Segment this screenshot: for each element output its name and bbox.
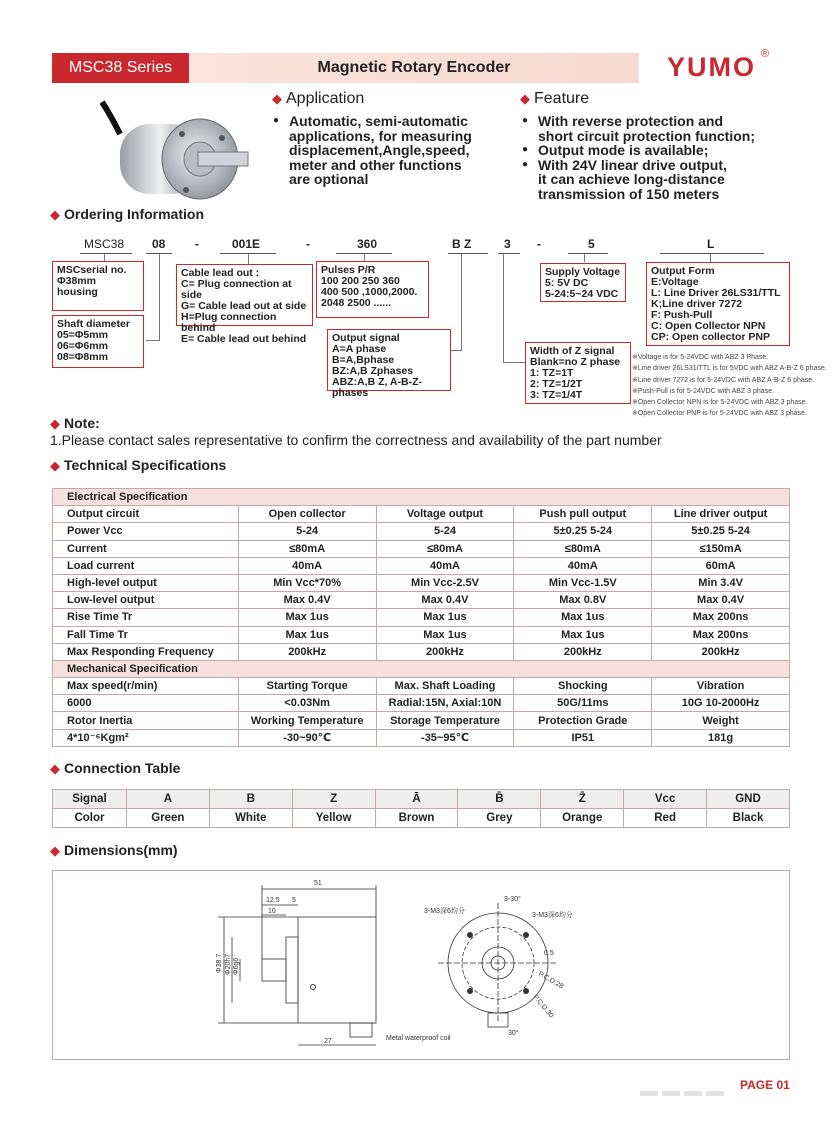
table-cell: Working Temperature — [238, 712, 376, 729]
supply-box: Supply Voltage 5: 5V DC 5-24:5~24 VDC — [540, 263, 626, 302]
application-heading: ◆ Application — [272, 90, 365, 107]
diamond-icon: ◆ — [50, 416, 60, 431]
table-cell: Protection Grade — [514, 712, 652, 729]
dim-bottom-label: 27 — [324, 1038, 332, 1045]
table-cell: Max 0.4V — [652, 592, 790, 609]
code-model: MSC38 — [84, 237, 125, 251]
code-underline — [498, 253, 520, 254]
dimensions-heading: ◆ Dimensions(mm) — [50, 842, 178, 858]
diamond-icon: ◆ — [50, 207, 60, 222]
table-cell: Max 1us — [514, 609, 652, 626]
table-cell: Max 1us — [376, 626, 514, 643]
table-cell: Max 0.4V — [238, 592, 376, 609]
table-row — [53, 790, 790, 809]
table-cell: Radial:15N, Axial:10N — [376, 695, 514, 712]
signal-box: Output signal A=A phase B=A,Bphase BZ:A,B Zphases ABZ:A,B Z, A-B-Z- phases — [327, 329, 451, 391]
note-heading: ◆ Note: — [50, 415, 100, 431]
table-cell: 5±0.25 5-24 — [652, 523, 790, 540]
table-cell: High-level output — [53, 574, 239, 591]
table-row — [53, 626, 790, 643]
code-shaft: 08 — [152, 237, 166, 251]
dim-d2-label: 10 — [268, 908, 276, 915]
table-cell: Max speed(r/min) — [53, 678, 239, 695]
table-cell: Max 1us — [238, 609, 376, 626]
table-cell: Starting Torque — [238, 678, 376, 695]
note-text: 1.Please contact sales representative to confirm the correctness and availability of the part number — [50, 432, 662, 448]
table-cell: 4*10⁻⁶Kgm² — [53, 729, 239, 746]
code-underline — [448, 253, 488, 254]
dim-gap-label: 0.5 — [544, 950, 554, 957]
shaft-box: Shaft diameter 05=Φ5mm 06=Φ6mm 08=Φ8mm — [52, 315, 144, 368]
table-row — [53, 540, 790, 557]
table-cell: Min Vcc*70% — [238, 574, 376, 591]
pulses-box: Pulses P/R 100 200 250 360 400 500 ,1000,2000. 2048 2500 ...... — [316, 261, 429, 318]
dim-holes1-label: 3-M3深6均分 — [424, 908, 465, 915]
spec-section-row — [53, 489, 790, 506]
table-cell: Line driver output — [652, 506, 790, 523]
list-item: ● Output mode is available; — [522, 143, 792, 158]
table-cell: Grey — [458, 809, 541, 828]
table-cell: Push pull output — [514, 506, 652, 523]
table-cell: Max 1us — [376, 609, 514, 626]
code-dash: - — [195, 237, 199, 251]
table-cell: Output circuit — [53, 506, 239, 523]
dimension-drawing — [188, 875, 600, 1059]
table-cell: Z — [292, 790, 375, 809]
table-cell: Max 0.4V — [376, 592, 514, 609]
table-cell: Shocking — [514, 678, 652, 695]
table-cell: 200kHz — [238, 643, 376, 660]
ordering-heading: ◆ Ordering Information — [50, 206, 204, 222]
zwidth-box: Width of Z signal Blank=no Z phase 1: TZ=1T 2: TZ=1/2T 3: TZ=1/4T — [525, 342, 631, 404]
table-cell: Brown — [375, 809, 458, 828]
table-cell: Max 0.8V — [514, 592, 652, 609]
diamond-icon: ◆ — [50, 458, 60, 473]
table-cell: Green — [126, 809, 209, 828]
table-cell: Voltage output — [376, 506, 514, 523]
table-row — [53, 729, 790, 746]
table-cell: Color — [53, 809, 127, 828]
table-cell: 50G/11ms — [514, 695, 652, 712]
spec-section-title: Electrical Specification — [53, 489, 790, 506]
table-cell: 181g — [652, 729, 790, 746]
table-cell: Yellow — [292, 809, 375, 828]
list-item: ● Automatic, semi-automatic applications, for measuring displacement,Angle,speed, meter and other functions are optional — [273, 114, 493, 187]
table-cell: 40mA — [514, 557, 652, 574]
code-output: L — [707, 237, 715, 251]
dim-d1b-label: 5 — [292, 897, 296, 904]
table-cell: Rise Time Tr — [53, 609, 239, 626]
table-cell: 200kHz — [514, 643, 652, 660]
connection-table — [52, 789, 790, 828]
diamond-icon: ◆ — [50, 843, 60, 858]
table-row — [53, 506, 790, 523]
table-cell: Orange — [541, 809, 624, 828]
connector-line — [248, 254, 249, 264]
table-cell: ≤80mA — [238, 540, 376, 557]
dim-ang2-label: 30° — [508, 1030, 519, 1037]
table-cell: 5-24 — [238, 523, 376, 540]
dim-d1-label: 12.5 — [266, 897, 280, 904]
table-cell: Max 1us — [238, 626, 376, 643]
table-cell: 6000 — [53, 695, 239, 712]
code-underline — [80, 253, 132, 254]
table-cell: ≤80mA — [514, 540, 652, 557]
table-cell: Rotor Inertia — [53, 712, 239, 729]
table-row — [53, 695, 790, 712]
table-row — [53, 643, 790, 660]
table-cell: -30~90℃ — [238, 729, 376, 746]
table-cell: B̄ — [458, 790, 541, 809]
diamond-icon: ◆ — [272, 91, 282, 106]
table-cell: 200kHz — [652, 643, 790, 660]
table-cell: Max Responding Frequency — [53, 643, 239, 660]
connector-line — [503, 254, 504, 362]
dim-ang1-label: 3-30° — [504, 896, 521, 903]
connector-line — [159, 254, 160, 340]
encoder-product-image — [100, 94, 280, 214]
table-row — [53, 592, 790, 609]
output-box: Output Form E:Voltage L: Line Driver 26LS31/TTL K;Line driver 7272 F: Push-Pull C: Open Collector NPN CP: Open collector PNP — [646, 262, 790, 346]
table-cell: Min Vcc-2.5V — [376, 574, 514, 591]
code-bz: B Z — [452, 237, 472, 251]
table-row — [53, 809, 790, 828]
diamond-icon: ◆ — [520, 91, 530, 106]
table-cell: Current — [53, 540, 239, 557]
connector-line — [461, 254, 462, 350]
table-cell: 5-24 — [376, 523, 514, 540]
footer-decoration — [640, 1083, 728, 1101]
table-cell: Signal — [53, 790, 127, 809]
series-label: MSC38 Series — [52, 53, 189, 83]
table-cell: Min 3.4V — [652, 574, 790, 591]
table-cell: A — [126, 790, 209, 809]
table-cell: Z̄ — [541, 790, 624, 809]
registered-mark: ® — [761, 48, 770, 60]
table-cell: Open collector — [238, 506, 376, 523]
dim-cable-label: Metal waterproof coil — [386, 1035, 451, 1042]
diamond-icon: ◆ — [50, 761, 60, 776]
code-underline — [660, 253, 764, 254]
spec-section-title: Mechanical Specification — [53, 660, 790, 677]
ordering-notes: ※Voltage is for 5-24VDC with ABZ 3 Phase. ※Line driver 26LS31/TTL is for 5VDC with ABZ A-B-Z 6 phase. ※Line driver 7272 is for 5-24VDC with ABZ A-B-Z 6 phase. ※Push-Pull is for 5-24VDC with ABZ 3 phase. ※Open Collector NPN is for 5-24VDC with ABZ 3 phase. ※Open Collector PNP is for 5-24VDC with ABZ 3 phase. — [632, 354, 827, 418]
table-cell: Ā — [375, 790, 458, 809]
list-item: ● With reverse protection and short circuit protection function; — [522, 114, 792, 143]
table-cell: -35~95℃ — [376, 729, 514, 746]
cable-box: Cable lead out : C= Plug connection at side G= Cable lead out at side H=Plug connection behind E= Cable lead out behind — [176, 264, 313, 326]
table-cell: 200kHz — [376, 643, 514, 660]
table-cell: Weight — [652, 712, 790, 729]
table-cell: B — [209, 790, 292, 809]
dim-pcd1-label: P.C.D.28 — [537, 970, 565, 991]
table-cell: Vibration — [652, 678, 790, 695]
page-number: PAGE 01 — [740, 1078, 790, 1092]
table-cell: Vcc — [624, 790, 707, 809]
tech-table — [52, 488, 790, 747]
table-row — [53, 574, 790, 591]
code-z: 3 — [504, 237, 511, 251]
table-cell: Low-level output — [53, 592, 239, 609]
code-cable: 001E — [232, 237, 261, 251]
connector-line — [451, 350, 462, 351]
table-cell: 10G 10-2000Hz — [652, 695, 790, 712]
code-pulses: 360 — [357, 237, 378, 251]
connector-line — [146, 340, 160, 341]
table-cell: ≤150mA — [652, 540, 790, 557]
table-cell: Red — [624, 809, 707, 828]
table-cell: Max 1us — [514, 626, 652, 643]
table-cell: Storage Temperature — [376, 712, 514, 729]
feature-heading: ◆ Feature — [520, 90, 590, 107]
brand-logo: YUMO — [667, 52, 756, 82]
code-dash: - — [306, 237, 310, 251]
table-cell: 40mA — [376, 557, 514, 574]
application-list — [273, 114, 493, 187]
table-cell: 60mA — [652, 557, 790, 574]
table-cell: GND — [707, 790, 790, 809]
table-cell: Load current — [53, 557, 239, 574]
feature-list — [522, 114, 792, 201]
connection-heading: ◆ Connection Table — [50, 760, 181, 776]
tech-heading: ◆ Technical Specifications — [50, 457, 227, 473]
connector-line — [584, 254, 585, 262]
connector-line — [503, 362, 525, 363]
table-cell: 5±0.25 5-24 — [514, 523, 652, 540]
page-title: Magnetic Rotary Encoder — [317, 59, 511, 76]
table-row — [53, 678, 790, 695]
table-cell: <0.03Nm — [238, 695, 376, 712]
table-row — [53, 609, 790, 626]
code-underline — [568, 253, 608, 254]
table-cell: Max 200ns — [652, 609, 790, 626]
table-cell: Max. Shaft Loading — [376, 678, 514, 695]
table-cell: Black — [707, 809, 790, 828]
code-dash: - — [537, 237, 541, 251]
spec-section-row — [53, 660, 790, 677]
table-cell: White — [209, 809, 292, 828]
table-cell: Min Vcc-1.5V — [514, 574, 652, 591]
list-item: ● With 24V linear drive output, it can achieve long-distance transmission of 150 meters — [522, 158, 792, 202]
table-cell: IP51 — [514, 729, 652, 746]
dim-pcd2-label: P.C.D.30 — [531, 993, 555, 1020]
table-row — [53, 557, 790, 574]
code-supply: 5 — [588, 237, 595, 251]
table-cell: 40mA — [238, 557, 376, 574]
dim-dia1-label: Φ38.7 — [216, 953, 223, 973]
dim-dia3-label: Φ6g6 — [233, 957, 240, 975]
table-cell: Power Vcc — [53, 523, 239, 540]
dim-total-label: 51 — [314, 880, 322, 887]
table-cell: ≤80mA — [376, 540, 514, 557]
dim-holes2-label: 3-M3深6均分 — [532, 912, 573, 919]
serial-box: MSCserial no. Φ38mm housing — [52, 261, 144, 311]
table-row — [53, 523, 790, 540]
dim-dia2-label: Φ20h7 — [225, 953, 232, 975]
table-cell: Fall Time Tr — [53, 626, 239, 643]
table-cell: Max 200ns — [652, 626, 790, 643]
connector-line — [710, 254, 711, 262]
table-row — [53, 712, 790, 729]
